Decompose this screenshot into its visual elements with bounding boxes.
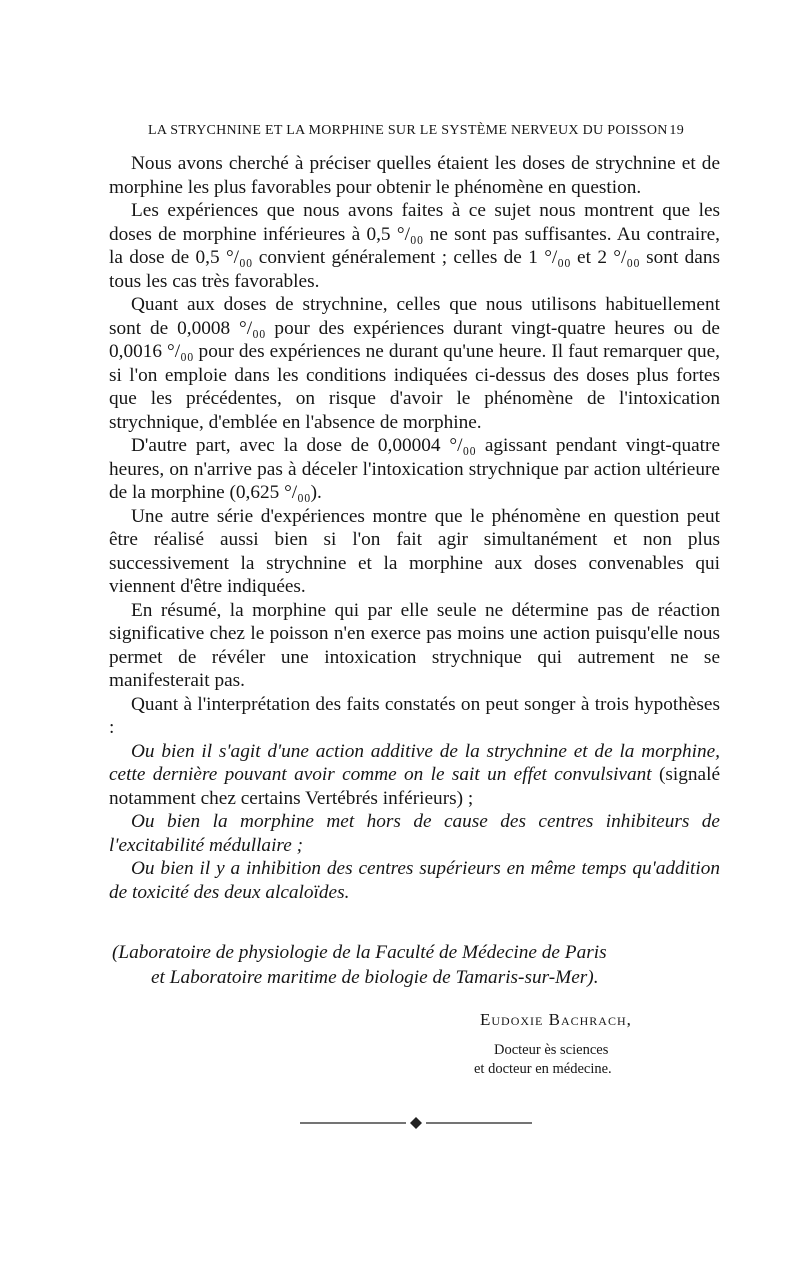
- page-number: 19: [669, 123, 684, 138]
- paragraph-simultaneous: Une autre série d'expériences montre que le phénomène en question peut être réalisé aussi bien si l'on fait agir simultanément et non plus successivement la strychnine et la morphine aux doses convenables qui viennent d'être indiquées.: [109, 505, 720, 597]
- paragraph-strychnine-doses: Quant aux doses de strychnine, celles que nous utilisons habituellement sont de 0,0008 °/₀₀ pour des expériences durant vingt-quatre heures ou de 0,0016 °/₀₀ pour des expériences ne durant qu'une heure. Il faut remarquer que, si l'on emploie dans les conditions indiquées ci-dessus des doses plus fortes que les précédentes, on risque d'avoir le phénomène de l'intoxication strychnique, d'emblée en l'absence de morphine.: [109, 294, 720, 433]
- hypothesis-2: Ou bien la morphine met hors de cause des centres inhibiteurs de l'excitabilité médullaire ;: [109, 811, 720, 856]
- author-title-line-2: et docteur en médecine.: [474, 1061, 612, 1077]
- laboratory-affiliation: [109, 940, 720, 990]
- paragraph-low-dose: D'autre part, avec la dose de 0,00004 °/₀₀ agissant pendant vingt-quatre heures, on n'arrive pas à déceler l'intoxication strychnique par action ultérieure de la morphine (0,625 °/₀₀).: [109, 435, 720, 503]
- paragraph-summary: En résumé, la morphine qui par elle seule ne détermine pas de réaction significative chez le poisson n'en exerce pas moins une action puisqu'elle nous permet de révéler une intoxication strychnique qui autrement ne se manifesterait pas.: [109, 599, 720, 691]
- affiliation-line-1: (Laboratoire de physiologie de la Faculté de Médecine de Paris: [112, 942, 607, 963]
- affiliation-line-2: et Laboratoire maritime de biologie de Tamaris-sur-Mer).: [151, 967, 599, 988]
- hypothesis-1-note: (signalé notamment chez certains Vertébrés inférieurs) ;: [109, 764, 721, 809]
- paragraph-doses-intro: Nous avons cherché à préciser quelles étaient les doses de strychnine et de morphine les plus favorables pour obtenir le phénomène en question.: [109, 153, 720, 198]
- hypothesis-3: Ou bien il y a inhibition des centres supérieurs en même temps qu'addition de toxicité des deux alcaloïdes.: [109, 858, 720, 903]
- running-title: LA STRYCHNINE ET LA MORPHINE SUR LE SYSTÈME NERVEUX DU POISSON: [148, 123, 668, 138]
- hypothesis-1: [109, 740, 720, 811]
- author-name: Eudoxie Bachrach,: [480, 1010, 632, 1029]
- paragraph-hypotheses-intro: Quant à l'interprétation des faits constatés on peut songer à trois hypothèses :: [109, 693, 720, 738]
- end-ornament-divider: [300, 1115, 532, 1131]
- running-header: [148, 120, 684, 142]
- article-body: [109, 152, 720, 904]
- hypothesis-1-italic: Ou bien il s'agit d'une action additive de la strychnine et de la morphine, cette dernière pouvant avoir comme on le sait un effet convulsivant: [109, 740, 720, 785]
- paragraph-morphine-doses: Les expériences que nous avons faites à ce sujet nous montrent que les doses de morphine inférieures à 0,5 °/₀₀ ne sont pas suffisantes. Au contraire, la dose de 0,5 °/₀₀ convient généralement ; celles de 1 °/₀₀ et 2 °/₀₀ sont dans tous les cas très favorables.: [109, 200, 720, 292]
- author-title-line-1: Docteur ès sciences: [494, 1042, 609, 1058]
